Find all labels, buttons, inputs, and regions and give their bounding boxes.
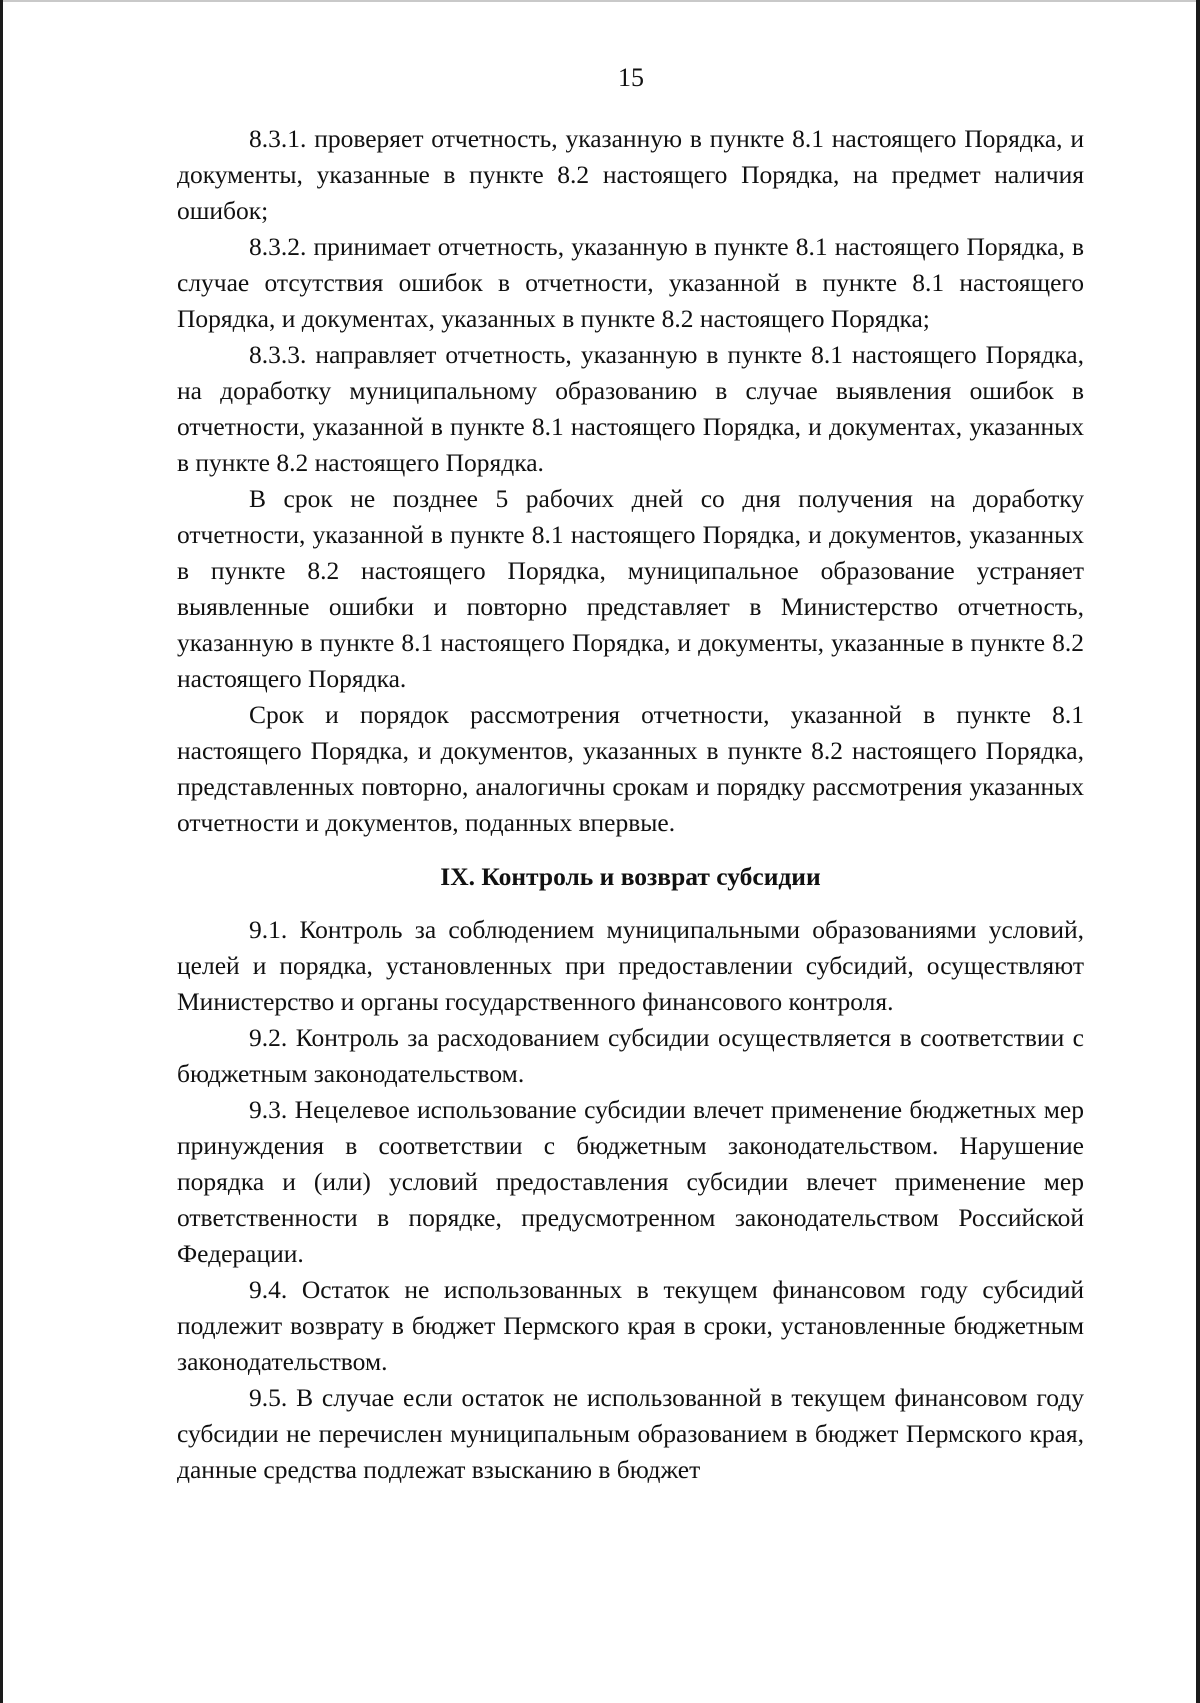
paragraph-9-1: 9.1. Контроль за соблюдением муниципальными образованиями условий, целей и порядка, установленных при предоставлении субсидий, осуществляют Министерство и органы государственного финансового контроля. bbox=[177, 915, 1084, 1016]
page-number: 15 bbox=[618, 63, 644, 92]
paragraph-9-2: 9.2. Контроль за расходованием субсидии осуществляется в соответствии с бюджетным законодательством. bbox=[177, 1023, 1084, 1088]
scan-edge-top bbox=[0, 0, 1200, 2]
scan-edge-left bbox=[0, 0, 3, 1703]
document-body bbox=[177, 121, 1084, 1488]
scan-edge-right bbox=[1196, 0, 1200, 1703]
paragraph-9-3: 9.3. Нецелевое использование субсидии влечет применение бюджетных мер принуждения в соответствии с бюджетным законодательством. Нарушение порядка и (или) условий предоставления субсидии влечет применение мер ответственности в порядке, предусмотренном законодательством Российской Федерации. bbox=[177, 1095, 1084, 1268]
section-heading-ix: IX. Контроль и возврат субсидии bbox=[440, 862, 821, 891]
paragraph-rework-deadline: В срок не позднее 5 рабочих дней со дня получения на доработку отчетности, указанной в пункте 8.1 настоящего Порядка, и документов, указанных в пункте 8.2 настоящего Порядка, муниципальное образование устраняет выявленные ошибки и повторно представляет в Министерство отчетность, указанную в пункте 8.1 настоящего Порядка, и документы, указанные в пункте 8.2 настоящего Порядка. bbox=[177, 484, 1084, 693]
paragraph-9-5: 9.5. В случае если остаток не использованной в текущем финансовом году субсидии не перечислен муниципальным образованием в бюджет Пермского края, данные средства подлежат взысканию в бюджет bbox=[177, 1383, 1084, 1484]
paragraph-8-3-2: 8.3.2. принимает отчетность, указанную в пункте 8.1 настоящего Порядка, в случае отсутствия ошибок в отчетности, указанной в пункте 8.1 настоящего Порядка, и документах, указанных в пункте 8.2 настоящего Порядка; bbox=[177, 232, 1084, 333]
paragraph-9-4: 9.4. Остаток не использованных в текущем финансовом году субсидий подлежит возврату в бюджет Пермского края в сроки, установленные бюджетным законодательством. bbox=[177, 1275, 1084, 1376]
paragraph-review-terms: Срок и порядок рассмотрения отчетности, указанной в пункте 8.1 настоящего Порядка, и документов, указанных в пункте 8.2 настоящего Порядка, представленных повторно, аналогичны срокам и порядку рассмотрения указанных отчетности и документов, поданных впервые. bbox=[177, 700, 1084, 837]
paragraph-8-3-3: 8.3.3. направляет отчетность, указанную в пункте 8.1 настоящего Порядка, на доработку муниципальному образованию в случае выявления ошибок в отчетности, указанной в пункте 8.1 настоящего Порядка, и документах, указанных в пункте 8.2 настоящего Порядка. bbox=[177, 340, 1084, 477]
paragraph-8-3-1: 8.3.1. проверяет отчетность, указанную в пункте 8.1 настоящего Порядка, и документы, указанные в пункте 8.2 настоящего Порядка, на предмет наличия ошибок; bbox=[177, 124, 1084, 225]
